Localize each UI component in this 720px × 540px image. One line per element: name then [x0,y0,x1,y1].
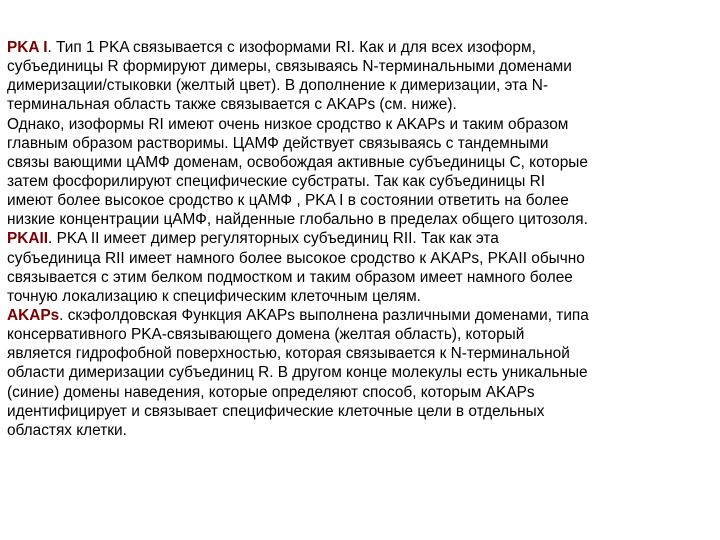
text-line-16: консервативного PKA-связывающего домена (желтая область), который [7,326,525,344]
line-text: . Тип 1 PKA связывается с изоформами RI. Как и для всех изоформ, [47,39,536,56]
text-line-21: областях клетки. [7,421,127,439]
text-line-8: затем фосфорилируют специфические субстраты. Так как субъединицы RI [7,172,545,190]
text-line-9: имеют более высокое сродство к цАМФ , PKA I в состоянии ответить на более [7,192,569,210]
text-line-12: субъединица RII имеет намного более высокое сродство к AKAPs, PKAII обычно [7,249,585,267]
text-line-4: терминальная область также связывается с AKAPs (см. ниже). [7,96,457,114]
text-line-3: димеризации/стыковки (желтый цвет). В дополнение к димеризации, эта N- [7,77,548,95]
pka2-label: PKAII [7,230,49,248]
text-line-17: является гидрофобной поверхностью, которая связывается к N-терминальной [7,345,570,363]
text-line-2: субъединицы R формируют димеры, связываясь N-терминальными доменами [7,58,572,76]
line-text: . PKA II имеет димер регуляторных субъединиц RII. Так как эта [48,230,499,248]
text-line-5: Однако, изоформы RI имеют очень низкое сродство к AKAPs и таким образом [7,115,569,133]
text-line-6: главным образом растворимы. ЦАМФ действует связываясь с тандемными [7,134,549,152]
text-line-14: точную локализацию к специфическим клеточным целям. [7,287,421,305]
text-line-11 [7,229,713,248]
text-line-15 [7,306,713,325]
text-line-20: идентифицирует и связывает специфические клеточные цели в отдельных [7,402,545,420]
text-line-10: низкие концентрации цАМФ, найденные глобально в пределах общего цитозоля. [7,211,588,229]
pka1-label: PKA I [7,39,48,56]
text-line-1 [7,38,713,57]
line-text: . скэфолдовская Функция AKAPs выполнена различными доменами, типа [59,306,589,324]
text-line-18: области димеризации субъединиц R. В другом конце молекулы есть уникальные [7,364,588,382]
text-line-19: (синие) домены наведения, которые определяют способ, которым AKAPs [7,383,535,401]
body-text [0,38,720,440]
text-line-7: связы вающими цАМФ доменам, освобождая активные субъединицы C, которые [7,153,588,171]
akaps-label: AKAPs [7,306,60,324]
text-line-13: связывается с этим белком подмостком и таким образом имеет намного более [7,268,573,286]
